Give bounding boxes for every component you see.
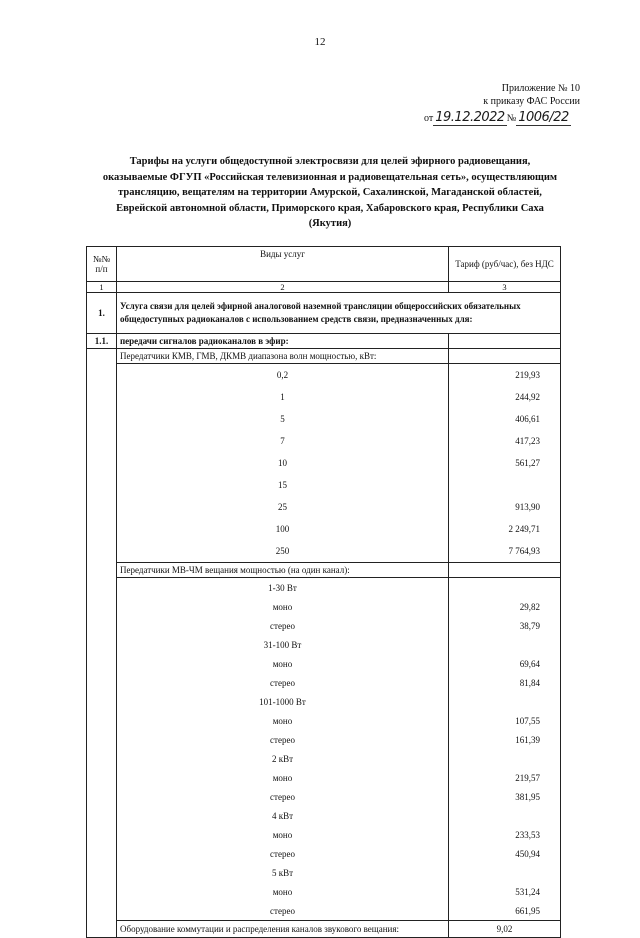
table-row [87,901,561,921]
fm-item-name: моно [117,825,449,844]
appendix-label: Приложение № 10 [501,83,580,94]
section-row [87,293,561,334]
header-num: №№ п/п [87,247,117,282]
kmv-item-name: 10 [117,452,449,474]
kmv-item-tariff: 561,27 [449,452,561,474]
switching-equipment-label: Оборудование коммутации и распределения каналов звукового вещания: [117,921,449,938]
fm-item-tariff: 161,39 [449,730,561,749]
table-row [87,844,561,863]
page-number: 12 [314,36,326,48]
group-label-kmv: Передатчики КМВ, ГМВ, ДКМВ диапазона волн мощностью, кВт: [117,349,449,364]
table-row [87,496,561,518]
kmv-item-tariff: 417,23 [449,430,561,452]
table-row [87,863,561,882]
table-row [87,692,561,711]
kmv-item-tariff [449,474,561,496]
fm-item-tariff [449,635,561,654]
table-row [87,768,561,787]
kmv-item-tariff: 913,90 [449,496,561,518]
fm-item-tariff [449,749,561,768]
table-row [87,578,561,598]
table-row [87,597,561,616]
col-number-2: 2 [117,282,449,293]
fm-item-name: 1-30 Вт [117,578,449,598]
group-tariff-fm [449,563,561,578]
fm-item-name: 4 кВт [117,806,449,825]
kmv-item-tariff: 244,92 [449,386,561,408]
kmv-item-name: 5 [117,408,449,430]
table-row-switching [87,921,561,938]
subsection-text: передачи сигналов радиоканалов в эфир: [117,334,449,349]
ot-label: от [424,113,434,124]
handwritten-number: 1006/22 [518,110,569,125]
table-row [87,635,561,654]
group-tariff-kmv [449,349,561,364]
document-title: Тарифы на услуги общедоступной электросвязи для целей эфирного радиовещания, оказываемые ФГУП «Российская телевизионная и радиовещательная сеть», осуществляющим трансляцию, вещателям на территории Амурской, Сахалинской, Магаданской областей, Еврейской автономной области, Приморского края, Хабаровского края, Республики Саха (Якутия) [102,156,558,229]
kmv-item-name: 0,2 [117,364,449,387]
handwritten-date: 19.12.2022 [435,110,505,125]
table-row [87,711,561,730]
section-number: 1. [87,293,117,334]
subsection-tariff [449,334,561,349]
header-tariff: Тариф (руб/час), без НДС [449,247,561,282]
fm-item-name: моно [117,768,449,787]
header-service: Виды услуг [117,247,449,282]
appendix-header [430,82,580,108]
fm-item-tariff: 233,53 [449,825,561,844]
tariff-table [86,246,561,938]
table-row [87,616,561,635]
table-row [87,673,561,692]
kmv-item-tariff: 2 249,71 [449,518,561,540]
fm-item-tariff [449,578,561,598]
fm-item-tariff: 107,55 [449,711,561,730]
table-row [87,364,561,387]
fm-item-name: стерео [117,901,449,921]
subsection-number: 1.1. [87,334,117,349]
order-date-number [424,110,571,125]
kmv-item-name: 1 [117,386,449,408]
table-row [87,408,561,430]
kmv-item-name: 250 [117,540,449,563]
fm-item-name: 5 кВт [117,863,449,882]
group-row-kmv [87,349,561,364]
fm-item-name: стерео [117,787,449,806]
group-row-fm [87,563,561,578]
fm-item-tariff: 531,24 [449,882,561,901]
fm-item-tariff: 69,64 [449,654,561,673]
fm-item-name: моно [117,711,449,730]
kmv-item-name: 25 [117,496,449,518]
table-row [87,452,561,474]
table-row [87,386,561,408]
fm-item-tariff: 81,84 [449,673,561,692]
fm-item-name: 101-1000 Вт [117,692,449,711]
kmv-item-tariff: 7 764,93 [449,540,561,563]
kmv-item-name: 100 [117,518,449,540]
fm-item-tariff [449,692,561,711]
table-row [87,882,561,901]
col-number-1: 1 [87,282,117,293]
fm-item-tariff: 450,94 [449,844,561,863]
switching-equipment-tariff: 9,02 [449,921,561,938]
table-row [87,787,561,806]
col-number-3: 3 [449,282,561,293]
table-row [87,806,561,825]
fm-item-tariff: 38,79 [449,616,561,635]
fm-item-tariff: 661,95 [449,901,561,921]
table-row [87,474,561,496]
kmv-item-tariff: 406,61 [449,408,561,430]
table-row [87,518,561,540]
table-row [87,430,561,452]
fm-item-name: стерео [117,730,449,749]
kmv-item-name: 7 [117,430,449,452]
fm-item-name: стерео [117,616,449,635]
table-row [87,540,561,563]
fm-item-tariff [449,863,561,882]
table-row [87,654,561,673]
fm-item-name: стерео [117,844,449,863]
table-header-row [87,247,561,282]
group-label-fm: Передатчики МВ-ЧМ вещания мощностью (на один канал): [117,563,449,578]
column-number-row [87,282,561,293]
order-reference: к приказу ФАС России [483,96,580,107]
section-text: Услуга связи для целей эфирной аналоговой наземной трансляции общероссийских обязательных общедоступных радиоканалов с использованием средств связи, предназначенных для: [117,293,561,334]
subsection-row [87,334,561,349]
table-row [87,730,561,749]
fm-item-tariff: 219,57 [449,768,561,787]
num-column-blank [87,349,117,938]
fm-item-name: 31-100 Вт [117,635,449,654]
fm-item-name: моно [117,597,449,616]
fm-item-name: 2 кВт [117,749,449,768]
table-row [87,749,561,768]
kmv-item-tariff: 219,93 [449,364,561,387]
fm-item-name: моно [117,882,449,901]
fm-item-name: стерео [117,673,449,692]
fm-item-tariff [449,806,561,825]
table-row [87,825,561,844]
kmv-item-name: 15 [117,474,449,496]
fm-item-tariff: 381,95 [449,787,561,806]
no-label: № [506,113,517,124]
fm-item-name: моно [117,654,449,673]
fm-item-tariff: 29,82 [449,597,561,616]
